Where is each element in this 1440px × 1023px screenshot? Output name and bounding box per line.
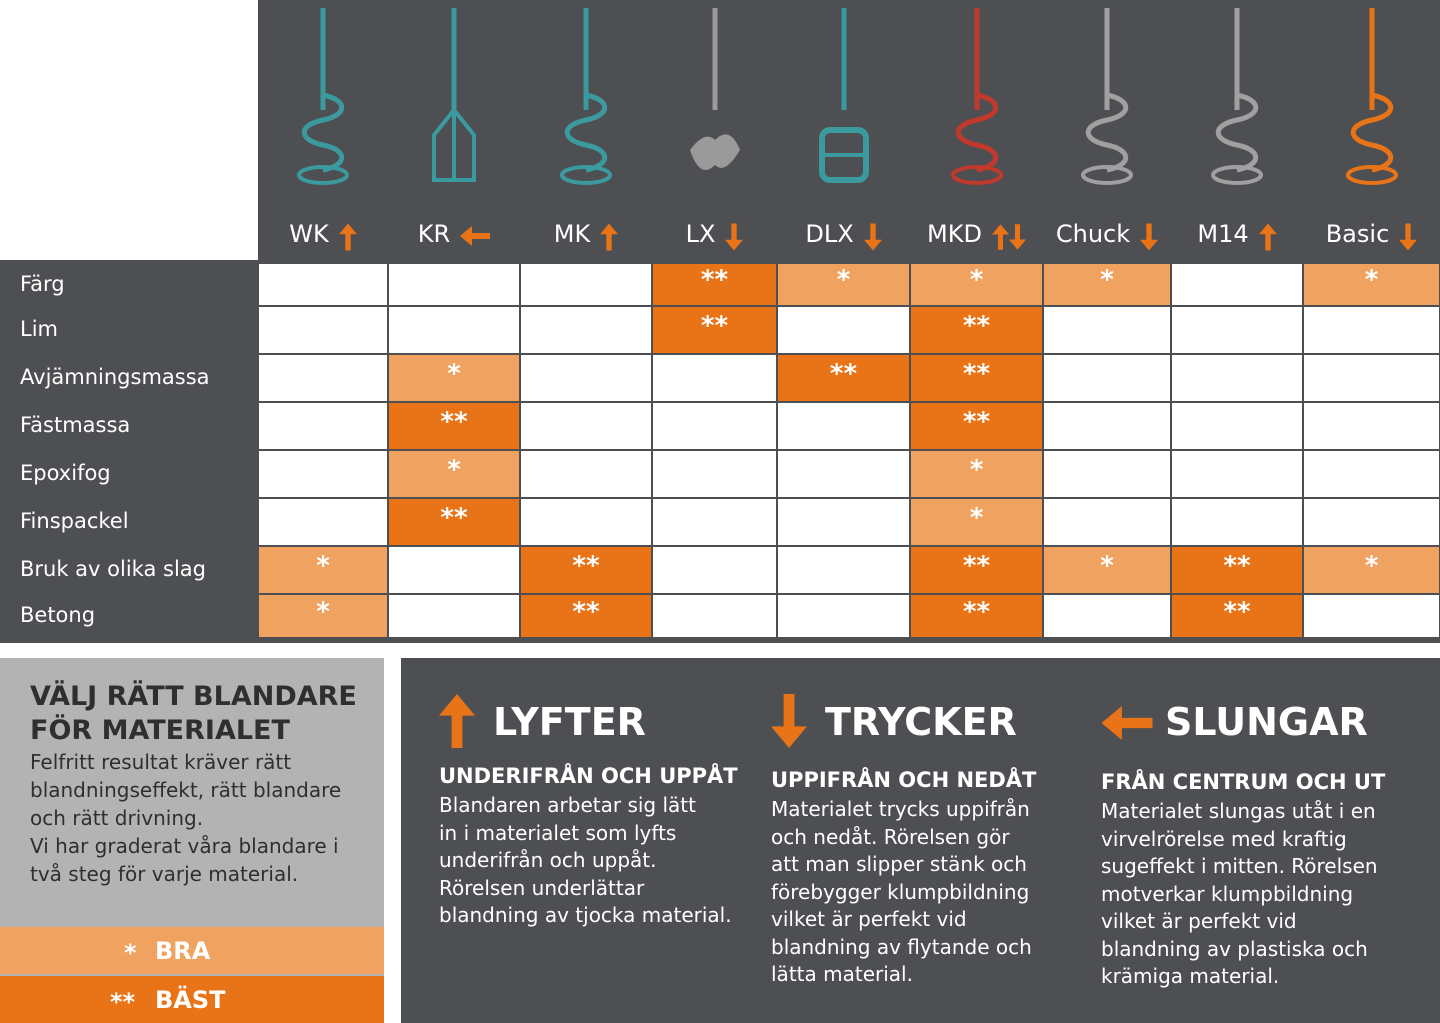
rating-cell	[653, 403, 776, 449]
rating-cell	[521, 499, 651, 545]
material-label: Fästmassa	[20, 413, 131, 437]
rating-cell	[778, 499, 909, 545]
action-text-line: blandning av plastiska och	[1101, 936, 1368, 961]
rating-cell: **	[521, 547, 651, 593]
rating-cell: **	[778, 355, 909, 401]
rating-cell	[1304, 499, 1439, 545]
rating-cell: *	[911, 264, 1042, 305]
mixer-image	[917, 0, 1037, 200]
mixer-image	[526, 0, 646, 200]
rating-cell: **	[653, 264, 776, 305]
legend-symbol: **	[110, 988, 136, 1016]
rating-cell	[521, 403, 651, 449]
action-text-line: Materialet trycks uppifrån	[771, 797, 1030, 821]
action-text-line: sugeffekt i mitten. Rörelsen	[1101, 854, 1378, 878]
rating-cell	[653, 355, 776, 401]
rating-cell: *	[259, 595, 387, 637]
info-title-line: FÖR MATERIALET	[30, 715, 290, 746]
mixer-image	[655, 0, 775, 200]
product-name: Chuck	[1055, 220, 1131, 248]
material-label: Lim	[20, 317, 58, 341]
mixer-image	[263, 0, 383, 200]
rating-grid	[258, 260, 1440, 643]
arrow-up-icon	[1259, 222, 1277, 256]
product-mkd	[910, 0, 1043, 260]
action-text-line: in i materialet som lyfts	[439, 820, 677, 845]
rating-cell	[259, 499, 387, 545]
rating-cell	[1304, 595, 1439, 637]
mixer-image	[784, 0, 904, 200]
rating-cell	[1172, 307, 1302, 353]
arrow-down-icon	[725, 222, 743, 256]
action-text-line: motverkar klumpbildning	[1101, 881, 1354, 906]
action-text-line: vilket är perfekt vid	[771, 907, 967, 931]
info-text-line: blandningseffekt, rätt blandare	[30, 778, 342, 802]
action-text-line: blandning av tjocka material.	[439, 903, 732, 927]
rating-cell	[778, 307, 909, 353]
rating-cell: **	[389, 499, 519, 545]
action-subtitle: UNDERIFRÅN OCH UPPÅT	[439, 764, 738, 788]
action-text-line: underifrån och uppåt.	[439, 848, 657, 872]
action-subtitle: FRÅN CENTRUM OCH UT	[1101, 770, 1386, 794]
action-description	[439, 792, 732, 930]
legend-good	[0, 927, 384, 974]
legend-label: BÄST	[155, 986, 226, 1014]
rating-cell: *	[778, 264, 909, 305]
product-name: M14	[1197, 220, 1249, 248]
arrow-left-icon	[1101, 706, 1153, 744]
rating-cell	[1172, 499, 1302, 545]
action-slungar	[1101, 658, 1431, 1023]
rating-cell: **	[389, 403, 519, 449]
action-panel	[401, 658, 1440, 1023]
info-text	[30, 748, 370, 888]
action-text-line: Blandaren arbetar sig lätt	[439, 793, 696, 817]
action-text-line: och nedåt. Rörelsen gör	[771, 824, 1010, 849]
arrow-up-icon	[600, 222, 618, 256]
rating-cell	[389, 307, 519, 353]
rating-cell: *	[389, 451, 519, 497]
material-label: Bruk av olika slag	[20, 557, 206, 581]
product-name: KR	[417, 220, 451, 248]
action-text-line: virvelrörelse med kraftig	[1101, 826, 1347, 851]
rating-cell: *	[911, 451, 1042, 497]
rating-cell	[653, 595, 776, 637]
product-wk	[258, 0, 388, 260]
legend-best	[0, 976, 384, 1023]
product-basic	[1303, 0, 1440, 260]
product-chuck	[1043, 0, 1171, 260]
info-title-line: VÄLJ RÄTT BLANDARE	[30, 681, 357, 712]
arrow-down-icon	[1399, 222, 1417, 256]
product-name: MKD	[927, 220, 982, 248]
mixer-image	[1047, 0, 1167, 200]
rating-cell: **	[521, 595, 651, 637]
product-mk	[520, 0, 652, 260]
arrow-left-icon	[460, 226, 490, 250]
rating-cell	[521, 451, 651, 497]
rating-cell: *	[1304, 264, 1439, 305]
action-title: TRYCKER	[825, 700, 1017, 744]
rating-cell	[1304, 403, 1439, 449]
action-text-line: blandning av flytande och	[771, 934, 1032, 959]
product-name: WK	[289, 220, 329, 248]
rating-cell	[653, 499, 776, 545]
rating-cell: **	[653, 307, 776, 353]
material-label: Avjämningsmassa	[20, 365, 210, 389]
product-name: MK	[553, 220, 591, 248]
product-name: Basic	[1325, 220, 1390, 248]
rating-cell	[1044, 451, 1170, 497]
rating-cell	[778, 451, 909, 497]
material-labels	[0, 260, 258, 643]
rating-cell: **	[911, 355, 1042, 401]
action-text-line: lätta material.	[771, 962, 913, 986]
rating-cell	[1044, 403, 1170, 449]
rating-cell: *	[911, 499, 1042, 545]
rating-cell: **	[911, 547, 1042, 593]
product-lx	[652, 0, 777, 260]
arrow-down-icon	[864, 222, 882, 256]
action-text-line: krämiga material.	[1101, 964, 1280, 988]
rating-cell: **	[911, 307, 1042, 353]
info-text-line: två steg för varje material.	[30, 862, 299, 886]
product-name: DLX	[805, 220, 854, 248]
mixer-image	[394, 0, 514, 200]
info-title	[30, 680, 357, 748]
rating-cell	[1044, 499, 1170, 545]
rating-cell: *	[259, 547, 387, 593]
action-lyfter	[439, 658, 769, 1023]
action-text-line: Rörelsen underlättar	[439, 875, 645, 900]
action-text-line: Materialet slungas utåt i en	[1101, 799, 1376, 823]
action-text-line: vilket är perfekt vid	[1101, 909, 1297, 933]
info-text-line: Vi har graderat våra blandare i	[30, 834, 339, 858]
rating-cell	[521, 307, 651, 353]
rating-cell: *	[389, 355, 519, 401]
rating-cell	[1304, 355, 1439, 401]
product-kr	[388, 0, 520, 260]
rating-cell	[521, 264, 651, 305]
rating-cell	[1172, 264, 1302, 305]
action-description	[771, 796, 1032, 989]
rating-cell	[1304, 451, 1439, 497]
legend-label: BRA	[155, 937, 211, 965]
material-label: Epoxifog	[20, 461, 111, 485]
rating-cell	[778, 403, 909, 449]
rating-cell	[653, 451, 776, 497]
action-subtitle: UPPIFRÅN OCH NEDÅT	[771, 768, 1037, 792]
arrow-down-icon	[771, 690, 807, 756]
rating-cell	[1172, 451, 1302, 497]
rating-cell	[259, 451, 387, 497]
rating-cell	[521, 355, 651, 401]
legend-symbol: *	[124, 939, 137, 967]
info-text-line: Felfritt resultat kräver rätt	[30, 750, 292, 774]
product-m14	[1171, 0, 1303, 260]
rating-cell	[1172, 355, 1302, 401]
rating-cell: **	[1172, 595, 1302, 637]
rating-cell	[1044, 307, 1170, 353]
action-trycker	[771, 658, 1101, 1023]
mixer-image	[1177, 0, 1297, 200]
rating-cell	[1044, 595, 1170, 637]
rating-cell	[389, 264, 519, 305]
product-dlx	[777, 0, 910, 260]
rating-cell: **	[911, 403, 1042, 449]
rating-cell	[653, 547, 776, 593]
action-text-line: att man slipper stänk och	[771, 852, 1027, 876]
rating-cell	[1172, 403, 1302, 449]
action-title: LYFTER	[493, 700, 646, 744]
action-text-line: förebygger klumpbildning	[771, 879, 1030, 904]
arrow-up-icon	[339, 222, 357, 256]
action-title: SLUNGAR	[1165, 700, 1368, 744]
material-label: Färg	[20, 271, 65, 296]
rating-cell: **	[1172, 547, 1302, 593]
info-text-line: och rätt drivning.	[30, 806, 204, 830]
material-label: Betong	[20, 603, 96, 627]
rating-cell	[1044, 355, 1170, 401]
rating-cell	[389, 547, 519, 593]
rating-cell	[1304, 307, 1439, 353]
rating-cell	[389, 595, 519, 637]
rating-cell: *	[1304, 547, 1439, 593]
rating-cell	[778, 595, 909, 637]
arrow-down-icon	[1140, 222, 1158, 256]
rating-cell	[259, 355, 387, 401]
rating-cell	[259, 264, 387, 305]
rating-cell: *	[1044, 264, 1170, 305]
rating-cell: **	[911, 595, 1042, 637]
rating-cell	[778, 547, 909, 593]
mixer-image	[1312, 0, 1432, 200]
rating-cell	[259, 307, 387, 353]
material-label: Finspackel	[20, 509, 129, 533]
arrow-up-down-icon	[992, 222, 1026, 256]
product-name: LX	[685, 220, 716, 248]
arrow-up-icon	[439, 690, 475, 756]
action-description	[1101, 798, 1378, 991]
rating-cell	[259, 403, 387, 449]
rating-cell: *	[1044, 547, 1170, 593]
